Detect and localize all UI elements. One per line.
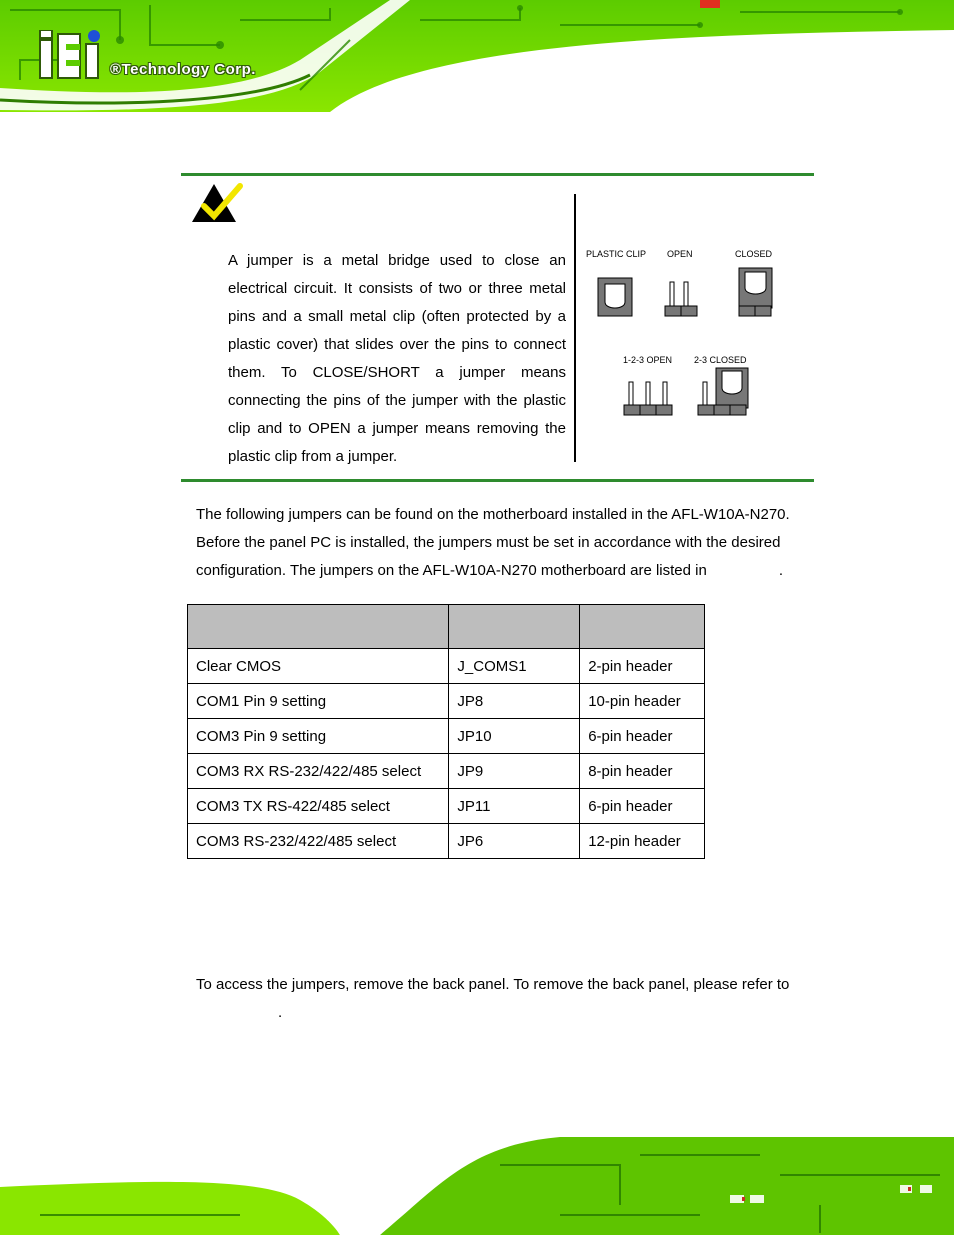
label-23-closed: 2-3 CLOSED — [694, 355, 747, 365]
table-cell: COM3 TX RS-422/485 select — [188, 789, 449, 824]
table-cell: COM3 RX RS-232/422/485 select — [188, 754, 449, 789]
table-row — [188, 649, 705, 684]
table-cell: JP10 — [449, 719, 580, 754]
note-top-rule — [181, 173, 814, 176]
table-cell: COM1 Pin 9 setting — [188, 684, 449, 719]
plastic-clip-shape — [598, 278, 632, 316]
table-cell: 2-pin header — [580, 649, 705, 684]
intro-paragraph — [196, 501, 814, 585]
access-end: . — [278, 1004, 283, 1021]
table-row — [188, 684, 705, 719]
table-cell: JP8 — [449, 684, 580, 719]
table-cell: Clear CMOS — [188, 649, 449, 684]
table-header-cell — [188, 605, 449, 649]
table-cell: 12-pin header — [580, 824, 705, 859]
table-row — [188, 789, 705, 824]
open-jumper-shape — [665, 282, 697, 316]
table-header-row — [188, 605, 705, 649]
access-text: To access the jumpers, remove the back panel. To remove the back panel, please refer to — [196, 976, 790, 993]
table-cell: J_COMS1 — [449, 649, 580, 684]
table-cell: JP9 — [449, 754, 580, 789]
note-text: A jumper is a metal bridge used to close an electrical circuit. It consists of two or three metal pins and a small metal clip (often protected by a plastic cover) that slides over the pins to connect them. To CLOSE/SHORT a jumper means connecting the pins of the jumper with the plastic clip and to OPEN a jumper means removing the plastic clip from a jumper. — [228, 252, 566, 465]
circuit-board-footer — [0, 1125, 954, 1235]
label-open: OPEN — [667, 249, 693, 259]
table-cell: COM3 RS-232/422/485 select — [188, 824, 449, 859]
table-row — [188, 824, 705, 859]
access-paragraph — [196, 971, 814, 1027]
table-cell: COM3 Pin 9 setting — [188, 719, 449, 754]
label-plastic-clip: PLASTIC CLIP — [586, 249, 647, 259]
table-row — [188, 719, 705, 754]
three-pin-closed-shape — [698, 368, 748, 415]
jumper-table — [187, 604, 705, 859]
table-header-cell — [580, 605, 705, 649]
table-row — [188, 754, 705, 789]
table-header-cell — [449, 605, 580, 649]
label-closed: CLOSED — [735, 249, 773, 259]
intro-text: The following jumpers can be found on the motherboard installed in the AFL-W10A-N270. Before the panel PC is installed, the jumpers must be set in accordance with the desired configuration. The jumpers on the AFL-W10A-N270 motherboard are listed in — [196, 506, 790, 579]
jumper-diagram — [582, 240, 792, 425]
closed-jumper-shape — [739, 268, 772, 316]
note-check-icon — [190, 180, 244, 224]
company-name: ®Technology Corp. — [110, 61, 256, 78]
table-cell: 8-pin header — [580, 754, 705, 789]
header-banner — [0, 0, 954, 112]
table-cell: JP6 — [449, 824, 580, 859]
three-pin-open-shape — [624, 382, 672, 415]
intro-end: . — [778, 562, 783, 579]
table-cell: 10-pin header — [580, 684, 705, 719]
table-cell: 6-pin header — [580, 789, 705, 824]
note-divider — [574, 194, 576, 462]
table-cell: 6-pin header — [580, 719, 705, 754]
footer-banner — [0, 1125, 954, 1235]
note-bottom-rule — [181, 479, 814, 482]
table-cell: JP11 — [449, 789, 580, 824]
label-123-open: 1-2-3 OPEN — [623, 355, 673, 365]
